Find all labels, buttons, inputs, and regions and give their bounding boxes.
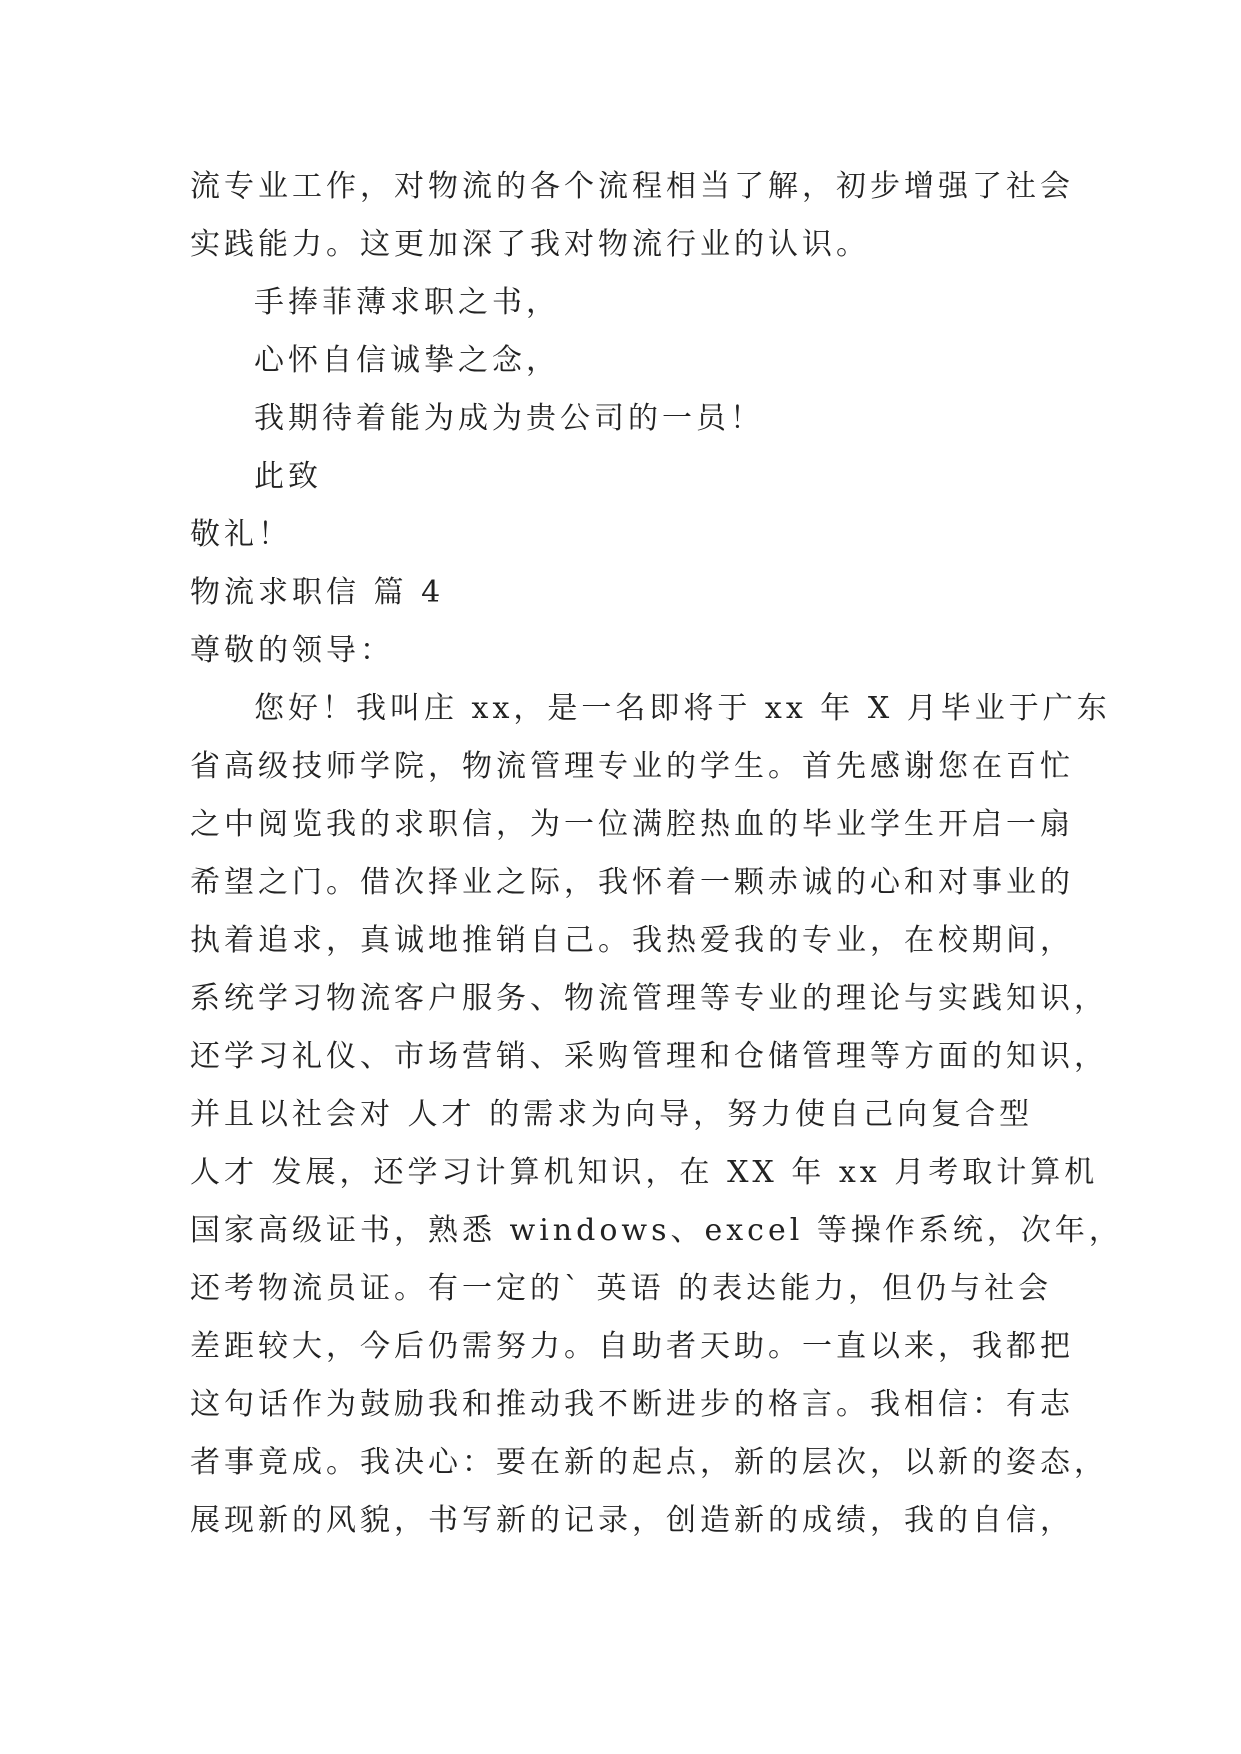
text-line: 我期待着能为成为贵公司的一员！ — [254, 401, 764, 436]
paragraph-line: 系统学习物流客户服务、物流管理等专业的理论与实践知识， — [190, 981, 1108, 1016]
paragraph-line: 省高级技师学院，物流管理专业的学生。首先感谢您在百忙 — [190, 749, 1074, 784]
text-line: 心怀自信诚挚之念， — [254, 343, 560, 378]
text-line: 流专业工作，对物流的各个流程相当了解，初步增强了社会 — [190, 169, 1074, 204]
paragraph-line: 执着追求，真诚地推销自己。我热爱我的专业，在校期间， — [190, 923, 1074, 958]
paragraph-line: 国家高级证书，熟悉 windows、excel 等操作系统，次年， — [190, 1213, 1123, 1248]
paragraph-line: 这句话作为鼓励我和推动我不断进步的格言。我相信：有志 — [190, 1387, 1074, 1422]
paragraph-line: 人才 发展，还学习计算机知识，在 XX 年 xx 月考取计算机 — [190, 1155, 1099, 1190]
paragraph-line: 还学习礼仪、市场营销、采购管理和仓储管理等方面的知识， — [190, 1039, 1108, 1074]
paragraph-line: 还考物流员证。有一定的` 英语 的表达能力，但仍与社会 — [190, 1271, 1053, 1306]
section-heading: 物流求职信 篇 4 — [190, 575, 445, 610]
paragraph-line: 差距较大，今后仍需努力。自助者天助。一直以来，我都把 — [190, 1329, 1074, 1364]
paragraph-line: 希望之门。借次择业之际，我怀着一颗赤诚的心和对事业的 — [190, 865, 1074, 900]
paragraph-line: 者事竟成。我决心：要在新的起点，新的层次，以新的姿态， — [190, 1445, 1108, 1480]
text-line: 实践能力。这更加深了我对物流行业的认识。 — [190, 227, 870, 262]
text-line: 手捧菲薄求职之书， — [254, 285, 560, 320]
salutation-line: 敬礼！ — [190, 517, 292, 552]
paragraph-line: 您好！我叫庄 xx，是一名即将于 xx 年 X 月毕业于广东 — [254, 691, 1111, 726]
paragraph-line: 并且以社会对 人才 的需求为向导，努力使自己向复合型 — [190, 1097, 1034, 1132]
document-body — [190, 158, 1123, 1550]
paragraph-line: 展现新的风貌，书写新的记录，创造新的成绩，我的自信， — [190, 1503, 1074, 1538]
paragraph-line: 之中阅览我的求职信，为一位满腔热血的毕业学生开启一扇 — [190, 807, 1074, 842]
greeting-line: 尊敬的领导： — [190, 633, 394, 668]
closing-line: 此致 — [254, 459, 322, 494]
